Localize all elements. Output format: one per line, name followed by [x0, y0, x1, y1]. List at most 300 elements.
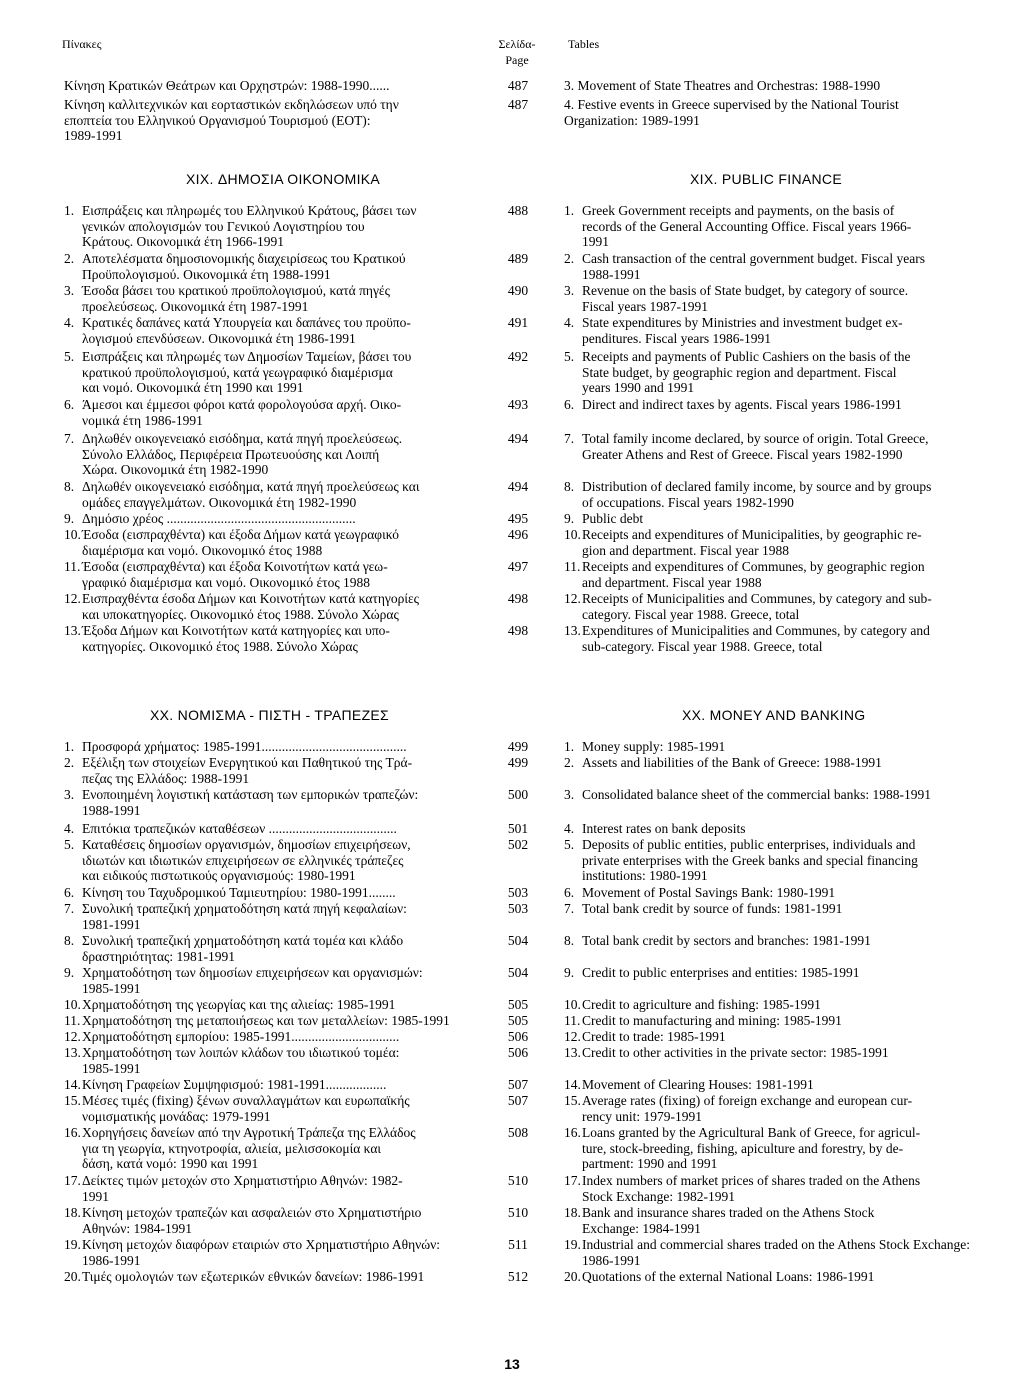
item-number: 1.	[564, 203, 575, 218]
entry-page-number: 495	[507, 511, 529, 526]
entry-greek-line	[64, 1061, 490, 1077]
item-text: institutions: 1980-1991	[582, 868, 708, 884]
item-text: Έξοδα Δήμων και Κοινοτήτων κατά κατηγορίες και υπο-	[82, 623, 390, 638]
entry-english-line	[564, 78, 988, 94]
item-number: 13.	[564, 623, 581, 638]
item-text: Direct and indirect taxes by agents. Fiscal years 1986-1991	[582, 397, 902, 412]
entry-greek	[64, 1077, 490, 1093]
item-number: 5.	[64, 349, 75, 364]
entry-greek-line	[64, 331, 490, 347]
entry-english-line	[564, 1205, 988, 1221]
item-number: 15.	[64, 1093, 81, 1108]
entry-greek-line	[64, 1253, 490, 1269]
entry-greek	[64, 97, 490, 144]
entry-greek-line	[64, 462, 490, 478]
item-text: Quotations of the external National Loans: 1986-1991	[582, 1269, 875, 1284]
item-text: Credit to trade: 1985-1991	[582, 1029, 726, 1044]
item-text: Distribution of declared family income, by source and by groups	[582, 479, 932, 494]
entry-page-number: 504	[507, 965, 529, 980]
entry-english	[564, 315, 988, 346]
item-text: 1989-1991	[64, 128, 123, 144]
entry-english	[564, 479, 988, 510]
item-text: Κίνηση μετοχών διαφόρων εταιριών στο Χρηματιστήριο Αθηνών:	[82, 1237, 441, 1252]
item-number: 2.	[564, 755, 575, 770]
item-text: Credit to manufacturing and mining: 1985-1991	[582, 1013, 842, 1028]
entry-page-number: 501	[507, 821, 529, 836]
entry-english-line	[564, 527, 988, 543]
entry-page-number: 503	[507, 885, 529, 900]
entry-greek-line	[64, 901, 490, 917]
item-number: 9.	[564, 965, 575, 980]
entry-english-line	[564, 607, 988, 623]
item-number: 7.	[564, 901, 575, 916]
entry-page-number: 500	[507, 787, 529, 802]
entry-english-line	[564, 997, 988, 1013]
item-text: εποπτεία του Ελληνικού Οργανισμού Τουρισμού (ΕΟΤ):	[64, 112, 371, 128]
item-text: Χρηματοδότηση των δημοσίων επιχειρήσεων και οργανισμών:	[82, 965, 423, 980]
entry-greek-line	[64, 365, 490, 381]
entry-greek-line	[64, 1125, 490, 1141]
entry-english-line	[564, 787, 988, 803]
entry-page-number: 488	[507, 203, 529, 218]
item-text: Κίνηση του Ταχυδρομικού Ταμιευτηρίου: 1980-1991........	[82, 885, 396, 900]
item-text: Deposits of public entities, public enterprises, individuals and	[582, 837, 916, 852]
item-number: 16.	[64, 1125, 81, 1140]
item-number: 20.	[64, 1269, 81, 1284]
item-text: Bank and insurance shares traded on the Athens Stock	[582, 1205, 875, 1220]
entry-english	[564, 1093, 988, 1124]
item-text: Επιτόκια τραπεζικών καταθέσεων ......................................	[82, 821, 397, 836]
header-page-column: Σελίδα- Page	[498, 37, 536, 67]
item-text: προελεύσεως. Οικονομικά έτη 1987-1991	[82, 298, 309, 314]
item-number: 3.	[64, 787, 75, 802]
item-text: penditures. Fiscal years 1986-1991	[582, 330, 771, 346]
entry-greek-line	[64, 299, 490, 315]
entry-english-line	[564, 479, 988, 495]
entry-greek	[64, 1029, 490, 1045]
entry-greek-line	[64, 559, 490, 575]
item-number: 6.	[64, 397, 75, 412]
item-text: partment: 1990 and 1991	[582, 1156, 718, 1172]
item-text: Revenue on the basis of State budget, by category of source.	[582, 283, 909, 298]
entry-greek-line	[64, 267, 490, 283]
entry-english	[564, 1013, 988, 1029]
entry-greek	[64, 933, 490, 964]
entry-english-line	[564, 1125, 988, 1141]
entry-english	[564, 1269, 988, 1285]
item-number: 12.	[564, 591, 581, 606]
item-text: State expenditures by Ministries and investment budget ex-	[582, 315, 903, 330]
entry-english-line	[564, 1029, 988, 1045]
entry-english	[564, 349, 988, 396]
entry-english-line	[564, 380, 988, 396]
entry-greek-line	[64, 623, 490, 639]
item-number: 10.	[64, 997, 81, 1012]
item-number: 12.	[64, 1029, 81, 1044]
entry-greek	[64, 511, 490, 527]
item-number: 4.	[564, 315, 575, 330]
item-text: Receipts of Municipalities and Communes, by category and sub-	[582, 591, 932, 606]
item-text: Έσοδα (εισπραχθέντα) και έξοδα Κοινοτήτων κατά γεω-	[82, 559, 388, 574]
item-text: Loans granted by the Agricultural Bank of Greece, for agricul-	[582, 1125, 921, 1140]
item-text: Movement of Postal Savings Bank: 1980-1991	[582, 885, 836, 900]
item-text: πεζας της Ελλάδος: 1988-1991	[82, 770, 250, 786]
entry-greek	[64, 251, 490, 282]
item-text: Συνολική τραπεζική χρηματοδότηση κατά πηγή κεφαλαίων:	[82, 901, 407, 916]
entry-greek-line	[64, 1077, 490, 1093]
entry-page-number: 506	[507, 1029, 529, 1044]
section-xx-title-greek: XX. ΝΟΜΙΣΜΑ - ΠΙΣΤΗ - ΤΡΑΠΕΖΕΣ	[150, 707, 390, 723]
entry-english-line	[564, 251, 988, 267]
entry-greek	[64, 1045, 490, 1076]
entry-english	[564, 1237, 988, 1268]
page-number: 13	[504, 1356, 520, 1372]
item-text: Προϋπολογισμού. Οικονομικά έτη 1988-1991	[82, 266, 331, 282]
entry-greek	[64, 527, 490, 558]
entry-english	[564, 397, 988, 413]
item-text: Χώρα. Οικονομικά έτη 1982-1990	[82, 462, 269, 478]
entry-page-number: 505	[507, 1013, 529, 1028]
item-text: gion and department. Fiscal year 1988	[582, 542, 789, 558]
entry-english-line	[564, 543, 988, 559]
entry-english-line	[564, 1156, 988, 1172]
entry-greek-line	[64, 219, 490, 235]
item-number: 7.	[564, 431, 575, 446]
entry-greek-line	[64, 837, 490, 853]
item-number: 11.	[564, 1013, 581, 1028]
item-text: Χρηματοδότηση των λοιπών κλάδων του ιδιωτικού τομέα:	[82, 1045, 400, 1060]
entry-english-line	[564, 1269, 988, 1285]
section-xx-title-english: XX. MONEY AND BANKING	[682, 707, 866, 723]
entry-page-number: 494	[507, 479, 529, 494]
entry-page-number: 498	[507, 623, 529, 638]
entry-greek-line	[64, 1029, 490, 1045]
entry-greek	[64, 739, 490, 755]
item-number: 4.	[564, 821, 575, 836]
entry-greek-line	[64, 821, 490, 837]
entry-page-number: 493	[507, 397, 529, 412]
entry-greek	[64, 1125, 490, 1172]
entry-greek-line	[64, 639, 490, 655]
item-text: Εξέλιξη των στοιχείων Ενεργητικού και Παθητικού της Τρά-	[82, 755, 413, 770]
entry-english-line	[564, 365, 988, 381]
entry-greek-line	[64, 965, 490, 981]
entry-english-line	[564, 1141, 988, 1157]
item-number: 3.	[564, 283, 575, 298]
entry-english-line	[564, 219, 988, 235]
entry-greek	[64, 591, 490, 622]
item-number: 17.	[64, 1173, 81, 1188]
entry-greek	[64, 283, 490, 314]
entry-greek-line	[64, 868, 490, 884]
item-text: Κρατικές δαπάνες κατά Υπουργεία και δαπάνες του προϋπο-	[82, 315, 411, 330]
entry-greek-line	[64, 739, 490, 755]
entry-english-line	[564, 559, 988, 575]
item-text: Credit to other activities in the private sector: 1985-1991	[582, 1045, 889, 1060]
entry-english	[564, 997, 988, 1013]
item-number: 4.	[64, 821, 75, 836]
item-text: κρατικού προϋπολογισμού, κατά γεωγραφικό διαμέρισμα	[82, 364, 393, 380]
entry-greek-line	[64, 113, 490, 129]
item-text: για τη γεωργία, κτηνοτροφία, αλιεία, μελισσοκομία και	[82, 1140, 382, 1156]
item-text: 3. Movement of State Theatres and Orchestras: 1988-1990	[564, 78, 881, 93]
item-text: Consolidated balance sheet of the commercial banks: 1988-1991	[582, 787, 932, 802]
entry-greek-line	[64, 787, 490, 803]
item-text: sub-category. Fiscal year 1988. Greece, total	[582, 638, 823, 654]
item-text: 1986-1991	[82, 1252, 141, 1268]
entry-english	[564, 623, 988, 654]
entry-greek	[64, 623, 490, 654]
item-number: 13.	[64, 1045, 81, 1060]
entry-english	[564, 431, 988, 462]
item-number: 11.	[564, 559, 581, 574]
entry-greek-line	[64, 949, 490, 965]
item-text: Cash transaction of the central government budget. Fiscal years	[582, 251, 926, 266]
entry-page-number: 507	[507, 1093, 529, 1108]
item-number: 3.	[564, 787, 575, 802]
item-number: 13.	[564, 1045, 581, 1060]
entry-greek-line	[64, 1205, 490, 1221]
entry-english-line	[564, 234, 988, 250]
item-number: 6.	[564, 885, 575, 900]
entry-greek	[64, 787, 490, 818]
entry-greek-line	[64, 1045, 490, 1061]
item-number: 8.	[564, 933, 575, 948]
item-text: Expenditures of Municipalities and Communes, by category and	[582, 623, 930, 638]
item-text: Έσοδα βάσει του κρατικού προϋπολογισμού, κατά πηγές	[82, 283, 390, 298]
item-text: Movement of Clearing Houses: 1981-1991	[582, 1077, 814, 1092]
item-text: Credit to agriculture and fishing: 1985-1991	[582, 997, 821, 1012]
item-number: 8.	[64, 933, 75, 948]
entry-page-number: 499	[507, 739, 529, 754]
item-text: Κράτους. Οικονομικά έτη 1966-1991	[82, 234, 285, 250]
entry-english	[564, 97, 988, 128]
item-number: 15.	[564, 1093, 581, 1108]
entry-english	[564, 933, 988, 949]
entry-english-line	[564, 575, 988, 591]
entry-greek	[64, 1205, 490, 1236]
item-text: Total bank credit by source of funds: 1981-1991	[582, 901, 843, 916]
item-number: 10.	[564, 527, 581, 542]
item-text: Εισπράξεις και πληρωμές του Ελληνικού Κράτους, βάσει των	[82, 203, 417, 218]
entry-english-line	[564, 315, 988, 331]
entry-english-line	[564, 1109, 988, 1125]
entry-english	[564, 511, 988, 527]
item-text: Αθηνών: 1984-1991	[82, 1220, 192, 1236]
item-text: και ειδικούς πιστωτικούς οργανισμούς: 1980-1991	[82, 868, 356, 884]
item-number: 20.	[564, 1269, 581, 1284]
item-text: Δημόσιο χρέος ........................................................	[82, 511, 356, 526]
item-number: 1.	[564, 739, 575, 754]
entry-page-number: 498	[507, 591, 529, 606]
item-number: 19.	[64, 1237, 81, 1252]
item-text: Interest rates on bank deposits	[582, 821, 746, 836]
entry-english-line	[564, 349, 988, 365]
entry-greek	[64, 559, 490, 590]
item-number: 18.	[564, 1205, 581, 1220]
entry-greek-line	[64, 479, 490, 495]
entry-greek-line	[64, 591, 490, 607]
item-number: 18.	[64, 1205, 81, 1220]
entry-english	[564, 591, 988, 622]
item-text: ture, stock-breeding, fishing, apiculture and forestry, by de-	[582, 1140, 904, 1156]
entry-greek-line	[64, 349, 490, 365]
entry-greek-line	[64, 1109, 490, 1125]
item-number: 14.	[564, 1077, 581, 1092]
entry-greek	[64, 1013, 490, 1029]
entry-greek	[64, 885, 490, 901]
item-text: Χρηματοδότηση της μεταποιήσεως και των μεταλλείων: 1985-1991	[82, 1013, 450, 1028]
item-text: Αποτελέσματα δημοσιονομικής διαχειρίσεως του Κρατικού	[82, 251, 406, 266]
entry-english-line	[564, 495, 988, 511]
entry-english-line	[564, 1221, 988, 1237]
entry-english-line	[564, 1189, 988, 1205]
item-text: Τιμές ομολογιών των εξωτερικών εθνικών δανείων: 1986-1991	[82, 1269, 425, 1284]
item-number: 6.	[64, 885, 75, 900]
section-xix-title-english: XIX. PUBLIC FINANCE	[690, 171, 842, 187]
item-number: 11.	[64, 559, 81, 574]
item-text: ομάδες επαγγελμάτων. Οικονομικά έτη 1982-1990	[82, 494, 357, 510]
header-greek: Πίνακες	[62, 37, 102, 51]
item-text: Total family income declared, by source of origin. Total Greece,	[582, 431, 929, 446]
item-text: Έσοδα (εισπραχθέντα) και έξοδα Δήμων κατά γεωγραφικό	[82, 527, 399, 542]
entry-english	[564, 755, 988, 771]
item-number: 5.	[64, 837, 75, 852]
item-number: 5.	[564, 349, 575, 364]
item-text: 1988-1991	[82, 802, 141, 818]
entry-greek	[64, 431, 490, 478]
item-number: 16.	[564, 1125, 581, 1140]
entry-greek-line	[64, 1173, 490, 1189]
item-text: Χρηματοδότηση της γεωργίας και της αλιείας: 1985-1991	[82, 997, 396, 1012]
item-text: Average rates (fixing) of foreign exchange and european cur-	[582, 1093, 913, 1108]
item-text: Χορηγήσεις δανείων από την Αγροτική Τράπεζα της Ελλάδος	[82, 1125, 416, 1140]
entry-page-number: 496	[507, 527, 529, 542]
item-number: 5.	[564, 837, 575, 852]
entry-greek-line	[64, 128, 490, 144]
entry-english	[564, 251, 988, 282]
item-text: Καταθέσεις δημοσίων οργανισμών, δημοσίων επιχειρήσεων,	[82, 837, 411, 852]
entry-english-line	[564, 331, 988, 347]
item-text: Receipts and expenditures of Communes, by geographic region	[582, 559, 925, 574]
entry-greek-line	[64, 203, 490, 219]
entry-page-number: 504	[507, 933, 529, 948]
entry-english-line	[564, 97, 988, 113]
entry-greek	[64, 965, 490, 996]
item-text: rency unit: 1979-1991	[582, 1108, 702, 1124]
item-text: Εισπράξεις και πληρωμές των Δημοσίων Ταμείων, βάσει του	[82, 349, 412, 364]
entry-greek-line	[64, 997, 490, 1013]
entry-page-number: 506	[507, 1045, 529, 1060]
item-number: 11.	[64, 1013, 81, 1028]
entry-english-line	[564, 965, 988, 981]
item-text: κατηγορίες. Οικονομικό έτος 1988. Σύνολο Χώρας	[82, 638, 358, 654]
item-text: 1981-1991	[82, 916, 141, 932]
entry-page-number: 490	[507, 283, 529, 298]
item-number: 9.	[64, 965, 75, 980]
entry-greek-line	[64, 283, 490, 299]
entry-english-line	[564, 1045, 988, 1061]
entry-greek-line	[64, 1237, 490, 1253]
entry-english-line	[564, 853, 988, 869]
entry-page-number: 505	[507, 997, 529, 1012]
item-number: 19.	[564, 1237, 581, 1252]
entry-greek-line	[64, 495, 490, 511]
item-text: records of the General Accounting Office. Fiscal years 1966-	[582, 218, 912, 234]
entry-page-number: 487	[507, 97, 529, 112]
item-text: διαμέρισμα και νομό. Οικονομικό έτος 1988	[82, 542, 323, 558]
entry-english-line	[564, 203, 988, 219]
entry-greek-line	[64, 315, 490, 331]
entry-english	[564, 1029, 988, 1045]
item-text: Assets and liabilities of the Bank of Greece: 1988-1991	[582, 755, 882, 770]
entry-greek	[64, 901, 490, 932]
item-number: 2.	[64, 755, 75, 770]
entry-page-number: 489	[507, 251, 529, 266]
entry-english	[564, 1125, 988, 1172]
entry-english-line	[564, 868, 988, 884]
entry-english	[564, 901, 988, 917]
entry-page-number: 507	[507, 1077, 529, 1092]
entry-english	[564, 885, 988, 901]
entry-english	[564, 559, 988, 590]
entry-english	[564, 1173, 988, 1204]
item-text: Χρηματοδότηση εμπορίου: 1985-1991................................	[82, 1029, 400, 1044]
entry-greek-line	[64, 1013, 490, 1029]
item-number: 2.	[64, 251, 75, 266]
item-text: Άμεσοι και έμμεσοι φόροι κατά φορολογούσα αρχή. Οικο-	[82, 397, 402, 412]
item-number: 1.	[64, 203, 75, 218]
item-text: Σύνολο Ελλάδος, Περιφέρεια Πρωτευούσης και Λοιπή	[82, 446, 380, 462]
entry-greek-line	[64, 1221, 490, 1237]
entry-greek-line	[64, 380, 490, 396]
entry-english	[564, 283, 988, 314]
entry-greek-line	[64, 431, 490, 447]
item-number: 12.	[64, 591, 81, 606]
entry-english-line	[564, 1093, 988, 1109]
item-text: 4. Festive events in Greece supervised by the National Tourist	[564, 97, 899, 112]
item-text: δάση, κατά νομό: 1990 και 1991	[82, 1156, 259, 1172]
item-text: νομικά έτη 1986-1991	[82, 412, 203, 428]
item-text: Exchange: 1984-1991	[582, 1220, 701, 1236]
entry-greek-line	[64, 511, 490, 527]
item-number: 9.	[564, 511, 575, 526]
entry-greek-line	[64, 1141, 490, 1157]
entry-english	[564, 837, 988, 884]
item-number: 9.	[64, 511, 75, 526]
entry-greek	[64, 1173, 490, 1204]
entry-greek-line	[64, 853, 490, 869]
entry-english	[564, 821, 988, 837]
entry-english	[564, 1045, 988, 1061]
item-text: Credit to public enterprises and entities: 1985-1991	[582, 965, 860, 980]
entry-english-line	[564, 739, 988, 755]
item-text: Ενοποιημένη λογιστική κατάσταση των εμπορικών τραπεζών:	[82, 787, 419, 802]
item-number: 17.	[564, 1173, 581, 1188]
item-number: 2.	[564, 251, 575, 266]
entry-page-number: 497	[507, 559, 529, 574]
item-text: Δηλωθέν οικογενειακό εισόδημα, κατά πηγή προελεύσεως.	[82, 431, 403, 446]
entry-greek-line	[64, 1156, 490, 1172]
item-text: Κίνηση Γραφείων Συμψηφισμού: 1981-1991..................	[82, 1077, 387, 1092]
item-text: Greek Government receipts and payments, on the basis of	[582, 203, 895, 218]
entry-greek-line	[64, 413, 490, 429]
entry-english-line	[564, 447, 988, 463]
entry-english-line	[564, 591, 988, 607]
item-text: Public debt	[582, 511, 644, 526]
entry-greek-line	[64, 1269, 490, 1285]
entry-page-number: 494	[507, 431, 529, 446]
